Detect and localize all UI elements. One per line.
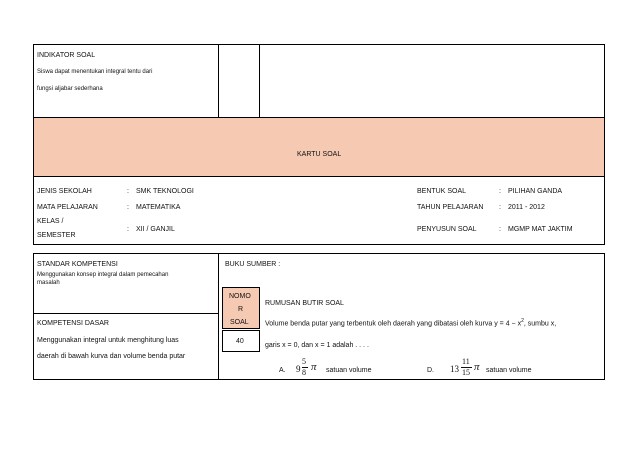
option-a-denominator: 8 (302, 368, 306, 377)
tahun-colon: : (499, 204, 501, 211)
jenis-sekolah-value: SMK TEKNOLOGI (136, 188, 194, 195)
kompetensi-divider (33, 313, 219, 314)
option-a-unit: satuan volume (326, 367, 372, 374)
question-end: , sumbu x, (523, 320, 557, 328)
mapel-colon: : (127, 204, 129, 211)
kelas-label-1: KELAS / (37, 218, 64, 225)
standar-title: STANDAR KOMPETENSI (37, 261, 118, 268)
nomor-line-2: R (238, 306, 244, 313)
penyusun-soal-label: PENYUSUN SOAL (417, 226, 477, 233)
kartu-soal-title: KARTU SOAL (297, 151, 342, 158)
option-d-unit: satuan volume (486, 367, 532, 374)
option-a-numerator: 5 (302, 357, 306, 366)
kelas-value: XII / GANJIL (136, 226, 175, 233)
option-a-letter: A. (279, 367, 286, 374)
kompetensi-line-1: Menggunakan integral untuk menghitung luas (37, 337, 179, 344)
buku-sumber-label: BUKU SUMBER : (225, 261, 281, 268)
indikator-title: INDIKATOR SOAL (37, 52, 96, 59)
nomor-line-1: NOMO (229, 293, 251, 300)
penyusun-soal-value: MGMP MAT JAKTIM (508, 226, 573, 233)
bentuk-soal-label: BENTUK SOAL (417, 188, 467, 195)
option-d-whole: 13 (450, 364, 459, 374)
question-line-2: garis x = 0, dan x = 1 adalah . . . . (265, 342, 369, 349)
mata-pelajaran-label: MATA PELAJARAN (37, 204, 98, 211)
kelas-label-2: SEMESTER (37, 232, 76, 239)
mata-pelajaran-value: MATEMATIKA (136, 204, 181, 211)
bentuk-soal-value: PILIHAN GANDA (508, 188, 563, 195)
indikator-line-1: Siswa dapat menentukan integral tentu dari (37, 69, 153, 75)
kelas-colon: : (127, 226, 129, 233)
jenis-colon: : (127, 188, 129, 195)
jenis-sekolah-label: JENIS SEKOLAH (37, 188, 92, 195)
question-line-1 (265, 319, 556, 327)
empty-cell-mid (218, 44, 260, 118)
tahun-pelajaran-value: 2011 - 2012 (508, 204, 545, 211)
question-text: Volume benda putar yang terbentuk oleh daerah yang dibatasi oleh kurva y = 4 − x (265, 320, 522, 328)
penyusun-colon: : (499, 226, 501, 233)
empty-cell-right (259, 44, 605, 118)
option-d-pi: π (474, 361, 480, 373)
tahun-pelajaran-label: TAHUN PELAJARAN (417, 204, 484, 211)
standar-line-1: Menggunakan konsep integral dalam pemecahan (37, 272, 169, 278)
bentuk-colon: : (499, 188, 501, 195)
exponent: 2 (521, 318, 524, 324)
option-a-whole: 9 (296, 364, 301, 374)
kartu-soal-header (33, 117, 605, 177)
nomor-soal-value: 40 (236, 338, 244, 345)
option-d-letter: D. (427, 367, 434, 374)
option-a-pi: π (311, 361, 317, 373)
nomor-line-3: SOAL (230, 319, 249, 326)
option-d-numerator: 11 (462, 357, 470, 366)
buku-sumber-cell (218, 253, 605, 380)
kompetensi-line-2: daerah di bawah kurva dan volume benda putar (37, 353, 186, 360)
standar-line-2: masalah (37, 280, 60, 286)
rumusan-title: RUMUSAN BUTIR SOAL (265, 300, 344, 307)
kompetensi-title: KOMPETENSI DASAR (37, 320, 109, 327)
option-d-denominator: 15 (462, 368, 470, 377)
indikator-line-2: fungsi aljabar sederhana (37, 86, 103, 92)
